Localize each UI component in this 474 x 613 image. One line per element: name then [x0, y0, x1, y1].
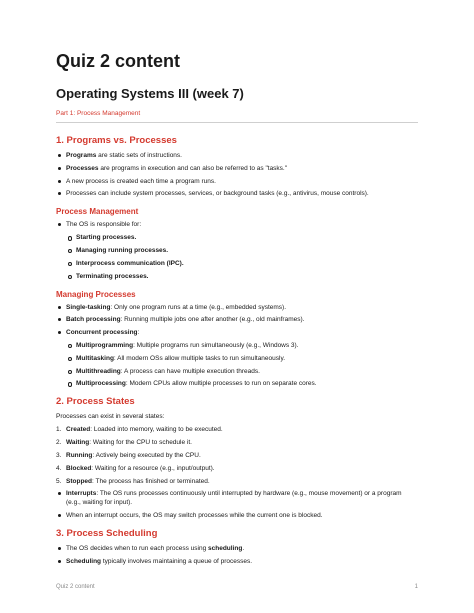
item-text: Processes can include system processes, services, or background tasks (e.g., antivirus, mouse controls). — [66, 190, 369, 198]
bold-term: Multitasking — [76, 354, 114, 362]
numbered-item — [56, 438, 418, 447]
bold-term: Multithreading — [76, 367, 121, 375]
page-title: Quiz 2 content — [56, 51, 181, 71]
item-text: : Only one program runs at a time (e.g., embedded systems). — [110, 303, 287, 311]
list-item — [56, 303, 418, 312]
item-number: 2. — [56, 439, 62, 447]
list-item — [56, 511, 418, 520]
item-text: The OS is responsible for: — [66, 221, 142, 229]
item-text: A new process is created each time a program runs. — [66, 177, 216, 185]
item-text: typically involves maintaining a queue of processes. — [101, 557, 253, 565]
sub-list-item — [56, 233, 418, 242]
bold-term: Batch processing — [66, 316, 121, 324]
bold-term: scheduling — [208, 545, 243, 553]
item-text: The OS decides when to run each process using — [66, 545, 208, 553]
document-subtitle: Operating Systems III (week 7) — [56, 86, 244, 101]
item-text: When an interrupt occurs, the OS may switch processes while the current one is blocked. — [66, 512, 323, 520]
document-body — [56, 50, 418, 574]
list-item — [56, 220, 418, 229]
item-text: : Multiple programs run simultaneously (e.g., Windows 3). — [133, 341, 299, 349]
item-number: 4. — [56, 464, 62, 472]
list-item — [56, 315, 418, 324]
numbered-item — [56, 425, 418, 434]
list-item — [56, 489, 418, 507]
item-number: 1. — [56, 426, 62, 434]
bold-term: Single-tasking — [66, 303, 111, 311]
sub-list-item — [56, 246, 418, 255]
item-text: : Actively being executed by the CPU. — [92, 451, 201, 459]
bold-term: Stopped — [66, 477, 92, 485]
item-text: : The process has finished or terminated. — [92, 477, 210, 485]
section-process-scheduling — [56, 528, 418, 566]
bold-term: Blocked — [66, 464, 92, 472]
item-text: : A process can have multiple execution threads. — [120, 367, 260, 375]
section-heading: 2. Process States — [56, 396, 135, 408]
list-item — [56, 164, 418, 173]
bold-term: Multiprocessing — [76, 380, 126, 388]
list-item — [56, 177, 418, 186]
bullet-list — [56, 489, 418, 520]
bold-term: Interprocess communication (IPC). — [76, 259, 184, 267]
bold-term: Managing running processes. — [76, 246, 169, 254]
bold-term: Scheduling — [66, 557, 102, 565]
item-text: : Waiting for the CPU to schedule it. — [89, 439, 192, 447]
section-managing-processes — [56, 289, 418, 389]
item-text: : Running multiple jobs one after another (e.g., old mainframes). — [120, 316, 305, 324]
numbered-item — [56, 464, 418, 473]
item-text: : The OS runs processes continuously until interrupted by hardware (e.g., mouse movement) or a program (e.g., waiting for input). — [66, 490, 402, 507]
list-item — [56, 189, 418, 198]
page-number: 1 — [414, 584, 418, 590]
item-text: . — [242, 545, 245, 553]
bold-term: Waiting — [66, 439, 90, 447]
bold-term: Concurrent processing — [66, 329, 138, 337]
bold-term: Processes — [66, 164, 99, 172]
sub-list-item — [56, 341, 418, 350]
sub-list-item — [56, 272, 418, 281]
sub-list-item — [56, 379, 418, 388]
page-footer — [56, 584, 418, 590]
item-text: : — [137, 329, 140, 337]
item-text: : Waiting for a resource (e.g., input/output). — [91, 464, 215, 472]
section-process-management — [56, 206, 418, 280]
numbered-item — [56, 451, 418, 460]
bullet-list — [56, 303, 418, 389]
list-item — [56, 544, 418, 553]
bold-term: Interrupts — [66, 490, 97, 498]
bold-term: Multiprogramming — [76, 341, 134, 349]
sub-list-item — [56, 259, 418, 268]
sub-list-item — [56, 354, 418, 363]
numbered-list — [56, 425, 418, 485]
section-heading: 3. Process Scheduling — [56, 528, 158, 540]
list-item — [56, 151, 418, 160]
numbered-item — [56, 477, 418, 486]
bullet-list — [56, 220, 418, 280]
item-text: : Modern CPUs allow multiple processes to run on separate cores. — [125, 380, 317, 388]
item-text: are static sets of instructions. — [96, 152, 182, 159]
footer-title: Quiz 2 content — [56, 584, 95, 590]
section-programs-vs-processes — [56, 135, 418, 198]
part-label: Part 1: Process Management — [56, 109, 418, 123]
subsection-heading: Process Management — [56, 207, 139, 217]
list-item — [56, 557, 418, 566]
subsection-heading: Managing Processes — [56, 289, 136, 299]
bold-term: Terminating processes. — [76, 272, 149, 280]
sub-list-item — [56, 367, 418, 376]
bullet-list — [56, 151, 418, 198]
list-item — [56, 328, 418, 337]
section-heading: 1. Programs vs. Processes — [56, 135, 177, 146]
item-number: 3. — [56, 451, 62, 459]
item-number: 5. — [56, 477, 62, 485]
bold-term: Created — [66, 426, 91, 434]
item-text: : Loaded into memory, waiting to be executed. — [90, 426, 223, 434]
bullet-list — [56, 544, 418, 566]
section-intro: Processes can exist in several states: — [56, 413, 165, 421]
section-process-states — [56, 396, 418, 520]
item-text: : All modern OSs allow multiple tasks to run simultaneously. — [113, 354, 286, 362]
bold-term: Starting processes. — [76, 234, 137, 242]
bold-term: Programs — [66, 152, 97, 159]
bold-term: Running — [66, 451, 93, 459]
item-text: are programs in execution and can also be referred to as "tasks." — [98, 164, 288, 172]
